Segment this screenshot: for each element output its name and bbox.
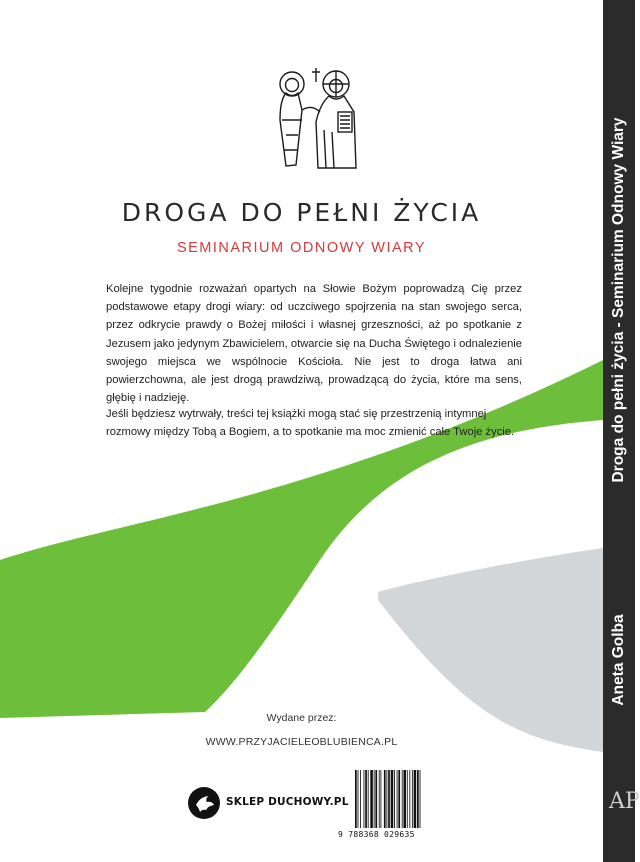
- barcode-bar: [364, 770, 365, 828]
- spine-author: Aneta Golba: [610, 614, 627, 706]
- barcode: [355, 770, 445, 832]
- barcode-bar: [370, 770, 373, 828]
- spine-title: Droga do pełni życia - Seminarium Odnowy Wiary: [610, 117, 627, 483]
- published-by-label: Wydane przez:: [266, 712, 337, 724]
- shop-logo-text: SKLEP DUCHOWY.PL: [226, 796, 349, 808]
- barcode-bar: [417, 770, 419, 828]
- description-paragraph-1: Kolejne tygodnie rozważań opartych na Słowie Bożym poprowadzą Cię przez podstawowe etapy drogi wiary: od uczciwego spojrzenia na stan swojego serca, przez odkrycie prawdy o Bożej miłości i własnej grzeszności, aż po spotkanie z Jezusem jako jedynym Zbawicielem, otwarcie się na Ducha Świętego i odnalezienie swojego miejsca we wspólnocie Kościoła. Nie jest to droga łatwa ani powierzchowna, ale jest drogą prawdziwą, prowadzącą do życia, które ma sens, głębię i nadzieję.: [106, 283, 522, 405]
- barcode-bar: [394, 770, 395, 828]
- barcode-bar: [398, 770, 400, 828]
- barcode-bar: [381, 770, 382, 828]
- barcode-bar: [397, 770, 398, 828]
- barcode-bar: [409, 770, 410, 828]
- barcode-bar: [384, 770, 386, 828]
- isbn-digits: 9 788368 029635: [338, 830, 415, 839]
- barcode-bar: [420, 770, 421, 828]
- barcode-bar: [402, 770, 403, 828]
- book-subtitle: SEMINARIUM ODNOWY WIARY: [176, 240, 427, 256]
- publisher-url: WWW.PRZYJACIELEOBLUBIENCA.PL: [205, 736, 398, 748]
- barcode-bar: [391, 770, 394, 828]
- barcode-bar: [412, 770, 413, 828]
- icon-of-two-saints: [266, 60, 366, 175]
- barcode-bar: [374, 770, 375, 828]
- barcode-bar: [358, 770, 359, 828]
- barcode-bar: [360, 770, 361, 828]
- description-paragraph-2: Jeśli będziesz wytrwały, treści tej książki mogą stać się przestrzenią intymnej rozmowy między Tobą a Bogiem, a to spotkanie ma moc zmienić całe Twoje życie.: [106, 408, 515, 439]
- barcode-bar: [403, 770, 406, 828]
- barcode-bar: [368, 770, 369, 828]
- barcode-bar: [388, 770, 390, 828]
- shop-logo: [188, 787, 349, 821]
- barcode-bar: [386, 770, 387, 828]
- book-title: DROGA DO PEŁNI ŻYCIA: [121, 198, 482, 227]
- dove-icon: [188, 787, 220, 819]
- barcode-bar: [407, 770, 408, 828]
- barcode-bar: [379, 770, 380, 828]
- barcode-bar: [375, 770, 377, 828]
- barcode-bar: [355, 770, 357, 828]
- barcode-bar: [365, 770, 367, 828]
- barcode-bar: [414, 770, 417, 828]
- publisher-mark: AP: [609, 789, 640, 814]
